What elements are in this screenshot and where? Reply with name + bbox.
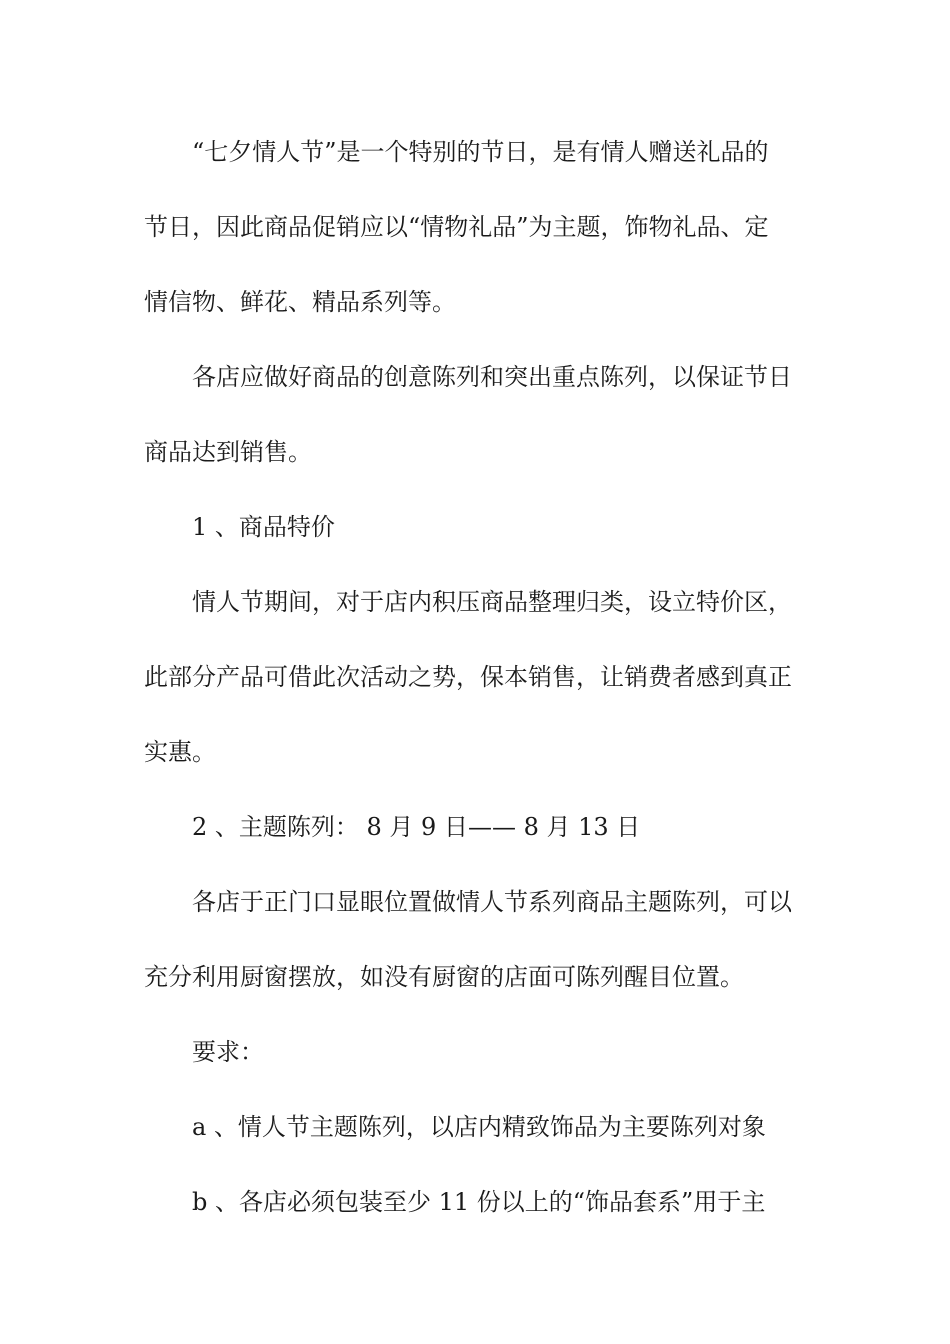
requirement-a: a 、情人节主题陈列，以店内精致饰品为主要陈列对象 bbox=[192, 1113, 766, 1141]
paragraph-4-line-1: 各店于正门口显眼位置做情人节系列商品主题陈列，可以 bbox=[192, 888, 792, 916]
section-heading-1: 1 、商品特价 bbox=[192, 513, 335, 541]
paragraph-4-line-2: 充分利用厨窗摆放，如没有厨窗的店面可陈列醒目位置。 bbox=[144, 963, 744, 991]
paragraph-1-line-1: “七夕情人节”是一个特别的节日，是有情人赠送礼品的 bbox=[192, 138, 769, 166]
paragraph-3-line-2: 此部分产品可借此次活动之势，保本销售，让销费者感到真正 bbox=[144, 663, 792, 691]
requirements-label: 要求： bbox=[192, 1038, 264, 1066]
paragraph-3-line-3: 实惠。 bbox=[144, 738, 216, 766]
paragraph-1-line-3: 情信物、鲜花、精品系列等。 bbox=[144, 288, 456, 316]
paragraph-1-line-2: 节日，因此商品促销应以“情物礼品”为主题，饰物礼品、定 bbox=[144, 213, 769, 241]
section-heading-2: 2 、主题陈列： 8 月 9 日—— 8 月 13 日 bbox=[192, 813, 641, 841]
paragraph-2-line-1: 各店应做好商品的创意陈列和突出重点陈列，以保证节日 bbox=[192, 363, 792, 391]
requirement-b: b 、各店必须包装至少 11 份以上的“饰品套系”用于主 bbox=[192, 1188, 766, 1216]
paragraph-2-line-2: 商品达到销售。 bbox=[144, 438, 312, 466]
paragraph-3-line-1: 情人节期间，对于店内积压商品整理归类，设立特价区， bbox=[192, 588, 792, 616]
